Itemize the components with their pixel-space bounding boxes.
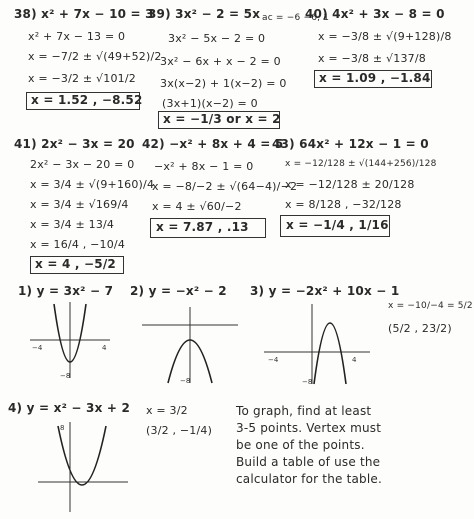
- problem-40-step: x = −3/8 ± √(9+128)/8: [318, 30, 452, 43]
- problem-42-step: x = −8/−2 ± √(64−4)/−2: [152, 180, 298, 193]
- graph-4-tick-label: 8: [60, 424, 65, 432]
- problem-38-equation: 38) x² + 7x − 10 = 3: [14, 7, 154, 21]
- problem-39-equation: 39) 3x² − 2 = 5x: [148, 7, 261, 21]
- problem-40-equation: 40) 4x² + 3x − 8 = 0: [305, 7, 445, 21]
- graph-1-plot: [28, 300, 112, 380]
- graphing-note-line: be one of the points.: [236, 438, 365, 452]
- graphing-note-line: 3-5 points. Vertex must: [236, 421, 382, 435]
- graph-3-tick-label: 4: [352, 356, 357, 364]
- problem-41-answer: x = 4 , −5/2: [35, 257, 116, 271]
- problem-39-step: 3x(x−2) + 1(x−2) = 0: [160, 77, 287, 90]
- graphing-note-line: calculator for the table.: [236, 472, 382, 486]
- problem-39-step: (3x+1)(x−2) = 0: [162, 97, 258, 110]
- graph-3-vertex-point: (5/2 , 23/2): [388, 322, 452, 335]
- problem-40-answer: x = 1.09 , −1.84: [319, 71, 431, 85]
- graph-3-tick-label: −4: [268, 356, 279, 364]
- problem-38-step: x = −7/2 ± √(49+52)/2: [28, 50, 162, 63]
- problem-39-ac-note: ac = −6 −6, 1: [262, 13, 330, 23]
- graph-3-parabola: [314, 323, 346, 384]
- graph-2-equation: 2) y = −x² − 2: [130, 284, 227, 298]
- problem-42-step: x = 4 ± √60/−2: [152, 200, 242, 213]
- problem-41-step: 2x² − 3x − 20 = 0: [30, 158, 135, 171]
- problem-39-answer: x = −1/3 or x = 2: [163, 112, 281, 126]
- graph-3-equation: 3) y = −2x² + 10x − 1: [250, 284, 400, 298]
- graph-1-equation: 1) y = 3x² − 7: [18, 284, 114, 298]
- problem-38-step: x² + 7x − 13 = 0: [28, 30, 126, 43]
- problem-43-step: x = −12/128 ± √(144+256)/128: [285, 159, 437, 169]
- graph-4-vertex-point: (3/2 , −1/4): [146, 424, 213, 437]
- graph-2-tick-label: −8: [180, 377, 191, 385]
- problem-42-equation: 42) −x² + 8x + 4 = 5: [142, 137, 284, 151]
- problem-40-step: x = −3/8 ± √137/8: [318, 52, 426, 65]
- graph-3-tick-label: −8: [302, 378, 313, 386]
- problem-38-step: x = −3/2 ± √101/2: [28, 72, 136, 85]
- graph-3-vertex-x: x = −10/−4 = 5/2: [388, 301, 473, 311]
- problem-43-answer: x = −1/4 , 1/16: [286, 218, 389, 232]
- problem-39-step: 3x² − 5x − 2 = 0: [168, 32, 266, 45]
- graph-1-tick-label: −8: [60, 372, 71, 380]
- graph-3-plot: [262, 302, 372, 386]
- graph-4-parabola: [58, 426, 106, 485]
- graphing-note-line: To graph, find at least: [236, 404, 372, 418]
- graph-4-plot: [36, 420, 130, 514]
- problem-38-answer: x = 1.52 , −8.52: [31, 93, 143, 107]
- problem-43-step: x = −12/128 ± 20/128: [285, 178, 415, 191]
- problem-42-answer: x = 7.87 , .13: [156, 220, 249, 234]
- graph-1-tick-label: −4: [32, 344, 43, 352]
- problem-41-step: x = 16/4 , −10/4: [30, 238, 126, 251]
- graph-1-tick-label: 4: [102, 344, 107, 352]
- problem-41-step: x = 3/4 ± √(9+160)/4: [30, 178, 155, 191]
- graph-4-vertex-x: x = 3/2: [146, 404, 188, 417]
- problem-42-step: −x² + 8x − 1 = 0: [154, 160, 254, 173]
- problem-41-step: x = 3/4 ± 13/4: [30, 218, 115, 231]
- problem-43-equation: 43) 64x² + 12x − 1 = 0: [272, 137, 429, 151]
- problem-41-step: x = 3/4 ± √169/4: [30, 198, 129, 211]
- graphing-note-line: Build a table of use the: [236, 455, 381, 469]
- problem-43-step: x = 8/128 , −32/128: [285, 198, 402, 211]
- problem-39-step: 3x² − 6x + x − 2 = 0: [160, 55, 281, 68]
- problem-41-equation: 41) 2x² − 3x = 20: [14, 137, 135, 151]
- graph-2-plot: [140, 305, 240, 385]
- graph-4-equation: 4) y = x² − 3x + 2: [8, 401, 131, 415]
